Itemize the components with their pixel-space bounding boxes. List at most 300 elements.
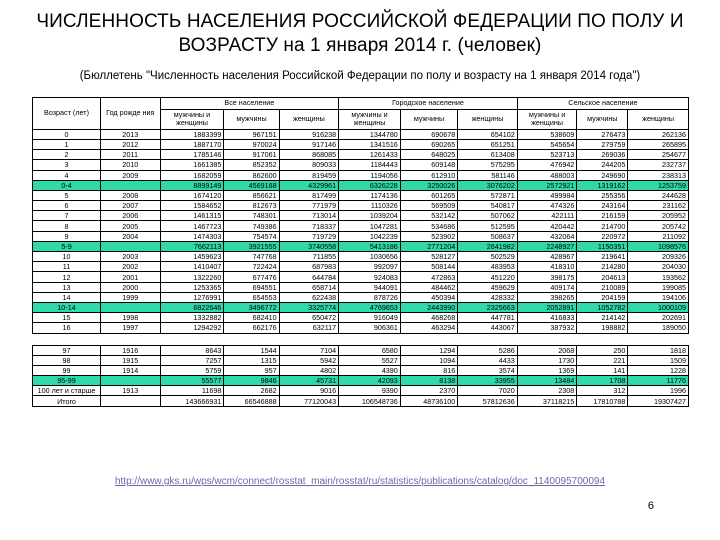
value-cell: 1341516 <box>339 139 401 149</box>
value-cell: 1150351 <box>577 241 628 251</box>
value-cell: 924083 <box>339 272 401 282</box>
birth-year-cell: 1913 <box>101 386 161 396</box>
title-line-1: ЧИСЛЕННОСТЬ НАСЕЛЕНИЯ РОССИЙСКОЙ ФЕДЕРАЦИИ ПО ПОЛУ И <box>36 11 684 32</box>
gap-cell <box>628 333 689 345</box>
age-cell: 5-9 <box>33 241 101 251</box>
value-cell: 809033 <box>279 160 339 170</box>
value-cell: 202691 <box>628 313 689 323</box>
age-cell: 100 лет и старше <box>33 386 101 396</box>
header-women: женщины <box>628 109 689 129</box>
value-cell: 4433 <box>458 355 518 365</box>
value-cell: 771979 <box>279 201 339 211</box>
age-cell: 5 <box>33 190 101 200</box>
birth-year-cell: 2010 <box>101 160 161 170</box>
gap-cell <box>224 333 279 345</box>
age-cell: 9 <box>33 231 101 241</box>
value-cell: 7257 <box>160 355 224 365</box>
value-cell: 817499 <box>279 190 339 200</box>
value-cell: 1294292 <box>160 323 224 333</box>
value-cell: 262136 <box>628 129 689 139</box>
value-cell: 276473 <box>577 129 628 139</box>
subtotal-row <box>33 376 689 386</box>
value-cell: 9016 <box>279 386 339 396</box>
value-cell: 244205 <box>577 160 628 170</box>
table-row <box>33 262 689 272</box>
birth-year-cell <box>101 376 161 386</box>
table-row <box>33 211 689 221</box>
value-cell: 687983 <box>279 262 339 272</box>
value-cell: 1315 <box>224 355 279 365</box>
value-cell: 862600 <box>224 170 279 180</box>
value-cell: 17810788 <box>577 396 628 406</box>
value-cell: 2370 <box>400 386 457 396</box>
value-cell: 682410 <box>224 313 279 323</box>
value-cell: 11776 <box>628 376 689 386</box>
value-cell: 416833 <box>517 313 577 323</box>
value-cell: 6580 <box>339 345 401 355</box>
value-cell: 2572921 <box>517 180 577 190</box>
value-cell: 37118215 <box>517 396 577 406</box>
header-both-sexes: мужчины и женщины <box>160 109 224 129</box>
population-table <box>32 97 689 407</box>
value-cell: 249690 <box>577 170 628 180</box>
value-cell: 632117 <box>279 323 339 333</box>
value-cell: 143666931 <box>160 396 224 406</box>
value-cell: 540817 <box>458 201 518 211</box>
value-cell: 428332 <box>458 292 518 302</box>
value-cell: 2443990 <box>400 302 457 312</box>
value-cell: 1110326 <box>339 201 401 211</box>
value-cell: 279759 <box>577 139 628 149</box>
value-cell: 662176 <box>224 323 279 333</box>
value-cell: 3574 <box>458 365 518 375</box>
value-cell: 1459623 <box>160 252 224 262</box>
table-row <box>33 252 689 262</box>
age-cell: 1 <box>33 139 101 149</box>
age-cell: 97 <box>33 345 101 355</box>
birth-year-cell: 1916 <box>101 345 161 355</box>
birth-year-cell <box>101 302 161 312</box>
value-cell: 488003 <box>517 170 577 180</box>
gap-cell <box>33 333 101 345</box>
value-cell: 508144 <box>400 262 457 272</box>
value-cell: 644784 <box>279 272 339 282</box>
age-cell: 15 <box>33 313 101 323</box>
value-cell: 690678 <box>400 129 457 139</box>
value-cell: 1674120 <box>160 190 224 200</box>
age-cell: 8 <box>33 221 101 231</box>
table-row <box>33 345 689 355</box>
value-cell: 1682059 <box>160 170 224 180</box>
value-cell: 1785146 <box>160 150 224 160</box>
value-cell: 141 <box>577 365 628 375</box>
value-cell: 856621 <box>224 190 279 200</box>
value-cell: 243164 <box>577 201 628 211</box>
value-cell: 66546888 <box>224 396 279 406</box>
value-cell: 1047281 <box>339 221 401 231</box>
value-cell: 3076202 <box>458 180 518 190</box>
value-cell: 57812636 <box>458 396 518 406</box>
header-all-population: Все население <box>160 98 339 110</box>
value-cell: 7104 <box>279 345 339 355</box>
value-cell: 77120043 <box>279 396 339 406</box>
value-cell: 205742 <box>628 221 689 231</box>
value-cell: 1461315 <box>160 211 224 221</box>
value-cell: 1369 <box>517 365 577 375</box>
table-row <box>33 396 689 406</box>
value-cell: 1253365 <box>160 282 224 292</box>
value-cell: 476942 <box>517 160 577 170</box>
table-row <box>33 386 689 396</box>
value-cell: 868085 <box>279 150 339 160</box>
value-cell: 612910 <box>400 170 457 180</box>
value-cell: 6822646 <box>160 302 224 312</box>
value-cell: 459629 <box>458 282 518 292</box>
value-cell: 528127 <box>400 252 457 262</box>
value-cell: 1818 <box>628 345 689 355</box>
value-cell: 1887170 <box>160 139 224 149</box>
value-cell: 398175 <box>517 272 577 282</box>
table-row <box>33 150 689 160</box>
value-cell: 9390 <box>339 386 401 396</box>
gap-cell <box>279 333 339 345</box>
value-cell: 428967 <box>517 252 577 262</box>
title-line-2: ВОЗРАСТУ на 1 января 2014 г. (человек) <box>178 35 542 56</box>
value-cell: 42093 <box>339 376 401 386</box>
value-cell: 1661385 <box>160 160 224 170</box>
value-cell: 265895 <box>628 139 689 149</box>
value-cell: 508637 <box>458 231 518 241</box>
value-cell: 269036 <box>577 150 628 160</box>
value-cell: 48736100 <box>400 396 457 406</box>
age-cell: 11 <box>33 262 101 272</box>
value-cell: 106548736 <box>339 396 401 406</box>
value-cell: 572871 <box>458 190 518 200</box>
value-cell: 916238 <box>279 129 339 139</box>
value-cell: 3496772 <box>224 302 279 312</box>
value-cell: 916049 <box>339 313 401 323</box>
value-cell: 502529 <box>458 252 518 262</box>
value-cell: 484462 <box>400 282 457 292</box>
value-cell: 1996 <box>628 386 689 396</box>
gap-cell <box>101 333 161 345</box>
value-cell: 250 <box>577 345 628 355</box>
value-cell: 4329961 <box>279 180 339 190</box>
value-cell: 7662113 <box>160 241 224 251</box>
header-row-groups <box>33 98 689 110</box>
value-cell: 677476 <box>224 272 279 282</box>
header-birth-year: Год рожде ния <box>101 98 161 130</box>
value-cell: 13484 <box>517 376 577 386</box>
age-cell: 3 <box>33 160 101 170</box>
value-cell: 221 <box>577 355 628 365</box>
age-cell: 98 <box>33 355 101 365</box>
value-cell: 944091 <box>339 282 401 292</box>
value-cell: 878726 <box>339 292 401 302</box>
table-row <box>33 201 689 211</box>
value-cell: 211092 <box>628 231 689 241</box>
value-cell: 581146 <box>458 170 518 180</box>
birth-year-cell: 2009 <box>101 170 161 180</box>
value-cell: 1544 <box>224 345 279 355</box>
value-cell: 432064 <box>517 231 577 241</box>
value-cell: 33955 <box>458 376 518 386</box>
value-cell: 1000109 <box>628 302 689 312</box>
value-cell: 45731 <box>279 376 339 386</box>
value-cell: 1730 <box>517 355 577 365</box>
value-cell: 812673 <box>224 201 279 211</box>
header-age: Возраст (лет) <box>33 98 101 130</box>
value-cell: 1098576 <box>628 241 689 251</box>
birth-year-cell <box>101 180 161 190</box>
value-cell: 219641 <box>577 252 628 262</box>
value-cell: 55577 <box>160 376 224 386</box>
birth-year-cell: 2006 <box>101 211 161 221</box>
table-row <box>33 139 689 149</box>
value-cell: 648025 <box>400 150 457 160</box>
value-cell: 409174 <box>517 282 577 292</box>
value-cell: 472863 <box>400 272 457 282</box>
value-cell: 244628 <box>628 190 689 200</box>
value-cell: 450394 <box>400 292 457 302</box>
value-cell: 1410407 <box>160 262 224 272</box>
value-cell: 254677 <box>628 150 689 160</box>
value-cell: 204159 <box>577 292 628 302</box>
birth-year-cell: 2011 <box>101 150 161 160</box>
value-cell: 451220 <box>458 272 518 282</box>
table-row <box>33 170 689 180</box>
value-cell: 463294 <box>400 323 457 333</box>
value-cell: 609148 <box>400 160 457 170</box>
value-cell: 1509 <box>628 355 689 365</box>
gap-cell <box>458 333 518 345</box>
value-cell: 613408 <box>458 150 518 160</box>
table-gap <box>33 333 689 345</box>
value-cell: 8138 <box>400 376 457 386</box>
age-cell: 12 <box>33 272 101 282</box>
value-cell: 718337 <box>279 221 339 231</box>
gap-cell <box>339 333 401 345</box>
value-cell: 1708 <box>577 376 628 386</box>
value-cell: 1042239 <box>339 231 401 241</box>
table-row <box>33 129 689 139</box>
value-cell: 199085 <box>628 282 689 292</box>
value-cell: 1322260 <box>160 272 224 282</box>
value-cell: 1039204 <box>339 211 401 221</box>
table-row <box>33 282 689 292</box>
value-cell: 545654 <box>517 139 577 149</box>
value-cell: 220972 <box>577 231 628 241</box>
value-cell: 255356 <box>577 190 628 200</box>
value-cell: 2325663 <box>458 302 518 312</box>
value-cell: 1294 <box>400 345 457 355</box>
age-cell: 10 <box>33 252 101 262</box>
birth-year-cell: 1915 <box>101 355 161 365</box>
value-cell: 204613 <box>577 272 628 282</box>
value-cell: 538609 <box>517 129 577 139</box>
value-cell: 232737 <box>628 160 689 170</box>
birth-year-cell: 2002 <box>101 262 161 272</box>
value-cell: 204030 <box>628 262 689 272</box>
header-both-sexes: мужчины и женщины <box>517 109 577 129</box>
value-cell: 713014 <box>279 211 339 221</box>
age-cell: 0 <box>33 129 101 139</box>
value-cell: 569509 <box>400 201 457 211</box>
header-women: женщины <box>458 109 518 129</box>
birth-year-cell: 2001 <box>101 272 161 282</box>
age-cell: 14 <box>33 292 101 302</box>
birth-year-cell: 2005 <box>101 221 161 231</box>
value-cell: 1883399 <box>160 129 224 139</box>
birth-year-cell: 2012 <box>101 139 161 149</box>
value-cell: 694551 <box>224 282 279 292</box>
value-cell: 3325774 <box>279 302 339 312</box>
table-row <box>33 313 689 323</box>
value-cell: 1253759 <box>628 180 689 190</box>
value-cell: 198882 <box>577 323 628 333</box>
value-cell: 2641982 <box>458 241 518 251</box>
value-cell: 499984 <box>517 190 577 200</box>
value-cell: 11698 <box>160 386 224 396</box>
value-cell: 3740558 <box>279 241 339 251</box>
page-subtitle: (Бюллетень "Численность населения Российской Федерации по полу и возрасту на 1 января 2014 года") <box>79 70 641 82</box>
value-cell: 8899149 <box>160 180 224 190</box>
value-cell: 19307427 <box>628 396 689 406</box>
value-cell: 2771204 <box>400 241 457 251</box>
value-cell: 231162 <box>628 201 689 211</box>
gap-cell <box>517 333 577 345</box>
table-row <box>33 365 689 375</box>
value-cell: 2068 <box>517 345 577 355</box>
value-cell: 3250026 <box>400 180 457 190</box>
value-cell: 238313 <box>628 170 689 180</box>
age-cell: 4 <box>33 170 101 180</box>
value-cell: 1261433 <box>339 150 401 160</box>
subtotal-row <box>33 180 689 190</box>
value-cell: 917061 <box>224 150 279 160</box>
value-cell: 748301 <box>224 211 279 221</box>
value-cell: 4802 <box>279 365 339 375</box>
gap-cell <box>577 333 628 345</box>
value-cell: 2308 <box>517 386 577 396</box>
gap-cell <box>400 333 457 345</box>
value-cell: 210089 <box>577 282 628 292</box>
gap-cell <box>160 333 224 345</box>
value-cell: 992097 <box>339 262 401 272</box>
source-link[interactable]: http://www.gks.ru/wps/wcm/connect/rosstat_main/rosstat/ru/statistics/publications/catalog/doc_1140095700094 <box>114 476 606 487</box>
value-cell: 749386 <box>224 221 279 231</box>
value-cell: 852352 <box>224 160 279 170</box>
birth-year-cell: 2008 <box>101 190 161 200</box>
value-cell: 447781 <box>458 313 518 323</box>
value-cell: 1474303 <box>160 231 224 241</box>
birth-year-cell: 2013 <box>101 129 161 139</box>
birth-year-cell: 2003 <box>101 252 161 262</box>
value-cell: 754574 <box>224 231 279 241</box>
value-cell: 214142 <box>577 313 628 323</box>
value-cell: 9846 <box>224 376 279 386</box>
value-cell: 214700 <box>577 221 628 231</box>
value-cell: 422111 <box>517 211 577 221</box>
value-cell: 575295 <box>458 160 518 170</box>
value-cell: 601265 <box>400 190 457 200</box>
table-row <box>33 323 689 333</box>
value-cell: 2248927 <box>517 241 577 251</box>
value-cell: 512595 <box>458 221 518 231</box>
age-cell: 0-4 <box>33 180 101 190</box>
value-cell: 1052782 <box>577 302 628 312</box>
value-cell: 216159 <box>577 211 628 221</box>
value-cell: 387932 <box>517 323 577 333</box>
value-cell: 1030656 <box>339 252 401 262</box>
value-cell: 658714 <box>279 282 339 292</box>
age-cell: 7 <box>33 211 101 221</box>
value-cell: 7020 <box>458 386 518 396</box>
value-cell: 209326 <box>628 252 689 262</box>
birth-year-cell <box>101 396 161 406</box>
value-cell: 711855 <box>279 252 339 262</box>
value-cell: 1344780 <box>339 129 401 139</box>
value-cell: 1584652 <box>160 201 224 211</box>
value-cell: 722424 <box>224 262 279 272</box>
age-cell: 6 <box>33 201 101 211</box>
header-men: мужчины <box>577 109 628 129</box>
value-cell: 1228 <box>628 365 689 375</box>
value-cell: 719729 <box>279 231 339 241</box>
age-cell: 99 <box>33 365 101 375</box>
value-cell: 5286 <box>458 345 518 355</box>
value-cell: 1094 <box>400 355 457 365</box>
value-cell: 654102 <box>458 129 518 139</box>
value-cell: 523902 <box>400 231 457 241</box>
value-cell: 906361 <box>339 323 401 333</box>
birth-year-cell: 1998 <box>101 313 161 323</box>
value-cell: 5413186 <box>339 241 401 251</box>
header-rural-population: Сельское население <box>517 98 688 110</box>
table-row <box>33 190 689 200</box>
value-cell: 474326 <box>517 201 577 211</box>
value-cell: 420442 <box>517 221 577 231</box>
table-row <box>33 231 689 241</box>
value-cell: 532142 <box>400 211 457 221</box>
value-cell: 418310 <box>517 262 577 272</box>
birth-year-cell: 1997 <box>101 323 161 333</box>
header-men: мужчины <box>400 109 457 129</box>
value-cell: 819459 <box>279 170 339 180</box>
value-cell: 3921555 <box>224 241 279 251</box>
table-row <box>33 292 689 302</box>
value-cell: 1467723 <box>160 221 224 231</box>
value-cell: 4569188 <box>224 180 279 190</box>
value-cell: 690265 <box>400 139 457 149</box>
value-cell: 468268 <box>400 313 457 323</box>
header-men: мужчины <box>224 109 279 129</box>
value-cell: 507062 <box>458 211 518 221</box>
value-cell: 523713 <box>517 150 577 160</box>
age-cell: 16 <box>33 323 101 333</box>
subtotal-row <box>33 241 689 251</box>
value-cell: 651251 <box>458 139 518 149</box>
value-cell: 443067 <box>458 323 518 333</box>
age-cell: 2 <box>33 150 101 160</box>
header-women: женщины <box>279 109 339 129</box>
subtotal-row <box>33 302 689 312</box>
birth-year-cell: 1999 <box>101 292 161 302</box>
header-both-sexes: мужчины и женщины <box>339 109 401 129</box>
value-cell: 1332882 <box>160 313 224 323</box>
value-cell: 1194056 <box>339 170 401 180</box>
value-cell: 205952 <box>628 211 689 221</box>
